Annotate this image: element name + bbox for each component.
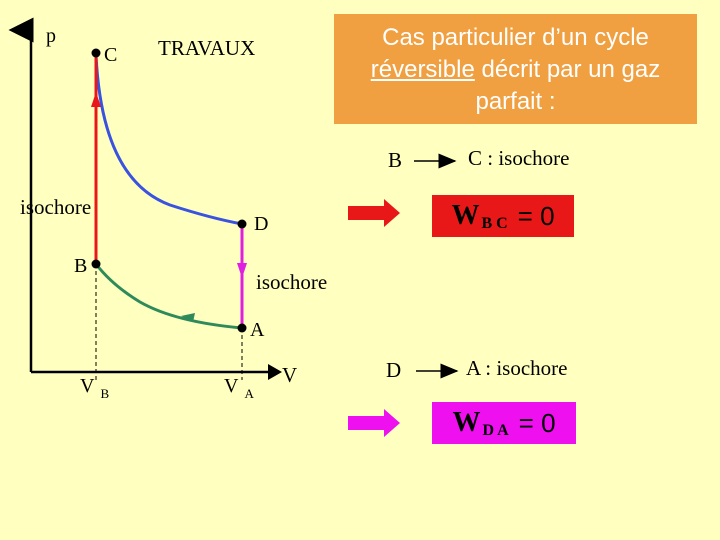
x-axis-arrowhead bbox=[268, 364, 282, 380]
section-label: TRAVAUX bbox=[158, 36, 256, 60]
transition-da-to: A : isochore bbox=[466, 356, 568, 380]
transition-da-from: D bbox=[386, 358, 402, 382]
title-underlined-word: réversible bbox=[370, 56, 475, 83]
title-line-2 bbox=[340, 54, 691, 86]
isochore-da-label: isochore bbox=[256, 270, 328, 294]
title-box bbox=[334, 14, 697, 124]
point-a-label: A bbox=[250, 319, 265, 341]
work-bc-value: = 0 bbox=[517, 200, 555, 231]
vb-symbol: V bbox=[80, 375, 95, 397]
transition-bc-to: C : isochore bbox=[468, 146, 570, 170]
va-symbol: V bbox=[224, 375, 239, 397]
title-line-3: parfait : bbox=[475, 88, 556, 115]
point-d-label: D bbox=[254, 213, 269, 235]
point-b-dot bbox=[92, 260, 101, 269]
y-axis-label: p bbox=[46, 25, 56, 47]
title-line-1: Cas particulier d’un cycle bbox=[382, 24, 649, 51]
work-bc-symbol: W bbox=[451, 200, 480, 231]
vb-label bbox=[80, 375, 110, 401]
work-da-formula bbox=[432, 402, 576, 444]
va-subscript: A bbox=[244, 386, 254, 401]
isotherm-ab-curve bbox=[96, 264, 242, 328]
isochore-bc-label: isochore bbox=[20, 195, 92, 219]
transition-bc-from: B bbox=[388, 148, 403, 172]
result-arrow-bc bbox=[348, 199, 400, 227]
da-direction-arrow bbox=[237, 263, 247, 278]
x-axis-label: V bbox=[282, 363, 298, 387]
work-da-subscript: D A bbox=[482, 422, 509, 439]
work-da-symbol: W bbox=[452, 407, 481, 438]
vb-subscript: B bbox=[100, 386, 110, 401]
work-bc-subscript: B C bbox=[481, 215, 508, 232]
point-c-dot bbox=[92, 49, 101, 58]
isotherm-cd-curve bbox=[96, 55, 242, 224]
point-d-dot bbox=[238, 220, 247, 229]
point-b-label: B bbox=[74, 255, 88, 277]
work-da-value: = 0 bbox=[518, 407, 556, 438]
result-arrow-da bbox=[348, 409, 400, 437]
point-a-dot bbox=[238, 324, 247, 333]
point-c-label: C bbox=[104, 44, 118, 66]
title-line-2-rest: décrit par un gaz bbox=[474, 56, 661, 83]
va-label bbox=[224, 375, 254, 401]
work-bc-formula bbox=[432, 195, 574, 237]
